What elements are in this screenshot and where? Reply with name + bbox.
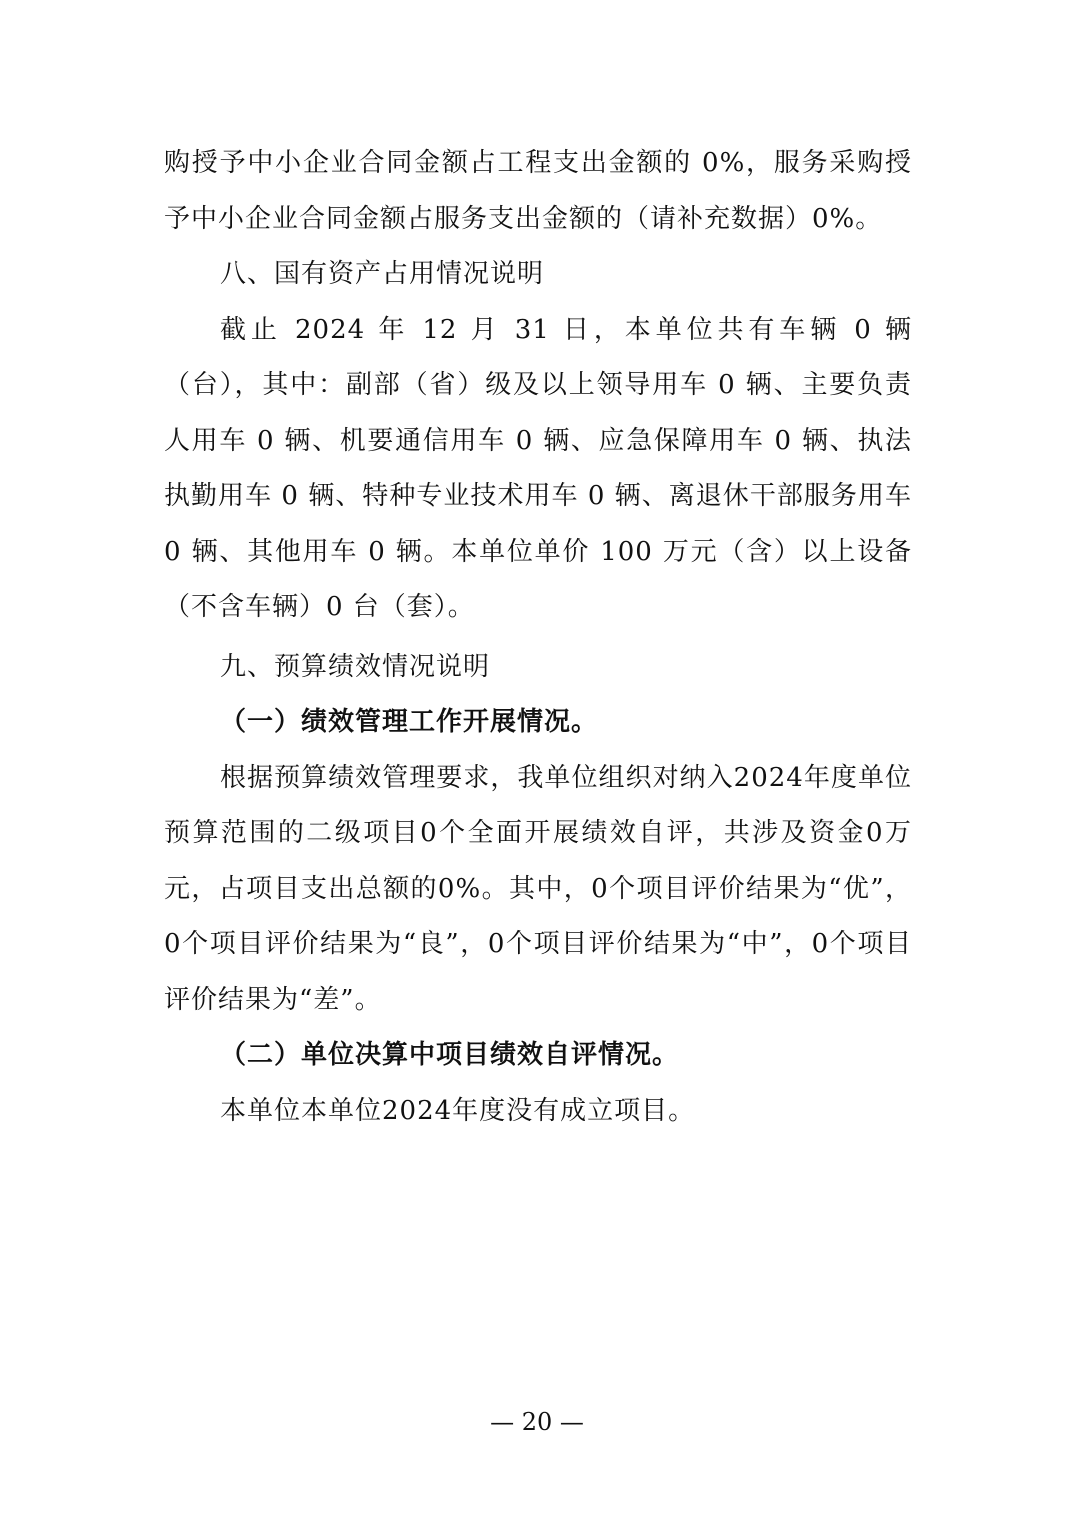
section-heading-state-assets: 八、国有资产占用情况说明: [220, 259, 545, 289]
paragraph-vehicles: 截止 2024 年 12 月 31 日，本单位共有车辆 0 辆（台），其中：副部（省）级及以上领导用车 0 辆、主要负责人用车 0 辆、机要通信用车 0 辆、应急保障用车 0 辆、执法执勤用车 0 辆、特种专业技术用车 0 辆、离退休干部服务用车 0 辆、其他用车 0 辆。本单位单价 100 万元（含）以上设备（不含车辆）0 台（套）。: [164, 314, 912, 622]
subheading-project-self-evaluation: （二）单位决算中项目绩效自评情况。: [220, 1040, 680, 1070]
paragraph-performance-evaluation: 根据预算绩效管理要求，我单位组织对纳入2024年度单位预算范围的二级项目0个全面开展绩效自评，共涉及资金0万元，占项目支出总额的0%。其中，0个项目评价结果为“优”，0个项目评价结果为“良”，0个项目评价结果为“中”，0个项目评价结果为“差”。: [164, 762, 912, 1015]
document-body: [164, 136, 912, 1139]
paragraph-no-projects: 本单位本单位2024年度没有成立项目。: [220, 1095, 696, 1126]
subheading-performance-management: （一）绩效管理工作开展情况。: [220, 707, 599, 737]
paragraph-procurement-tail: 购授予中小企业合同金额占工程支出金额的 0%，服务采购授予中小企业合同金额占服务支出金额的（请补充数据）0%。: [164, 148, 912, 234]
section-heading-budget-performance: 九、预算绩效情况说明: [220, 651, 491, 682]
page-number: — 20 —: [490, 1408, 584, 1436]
